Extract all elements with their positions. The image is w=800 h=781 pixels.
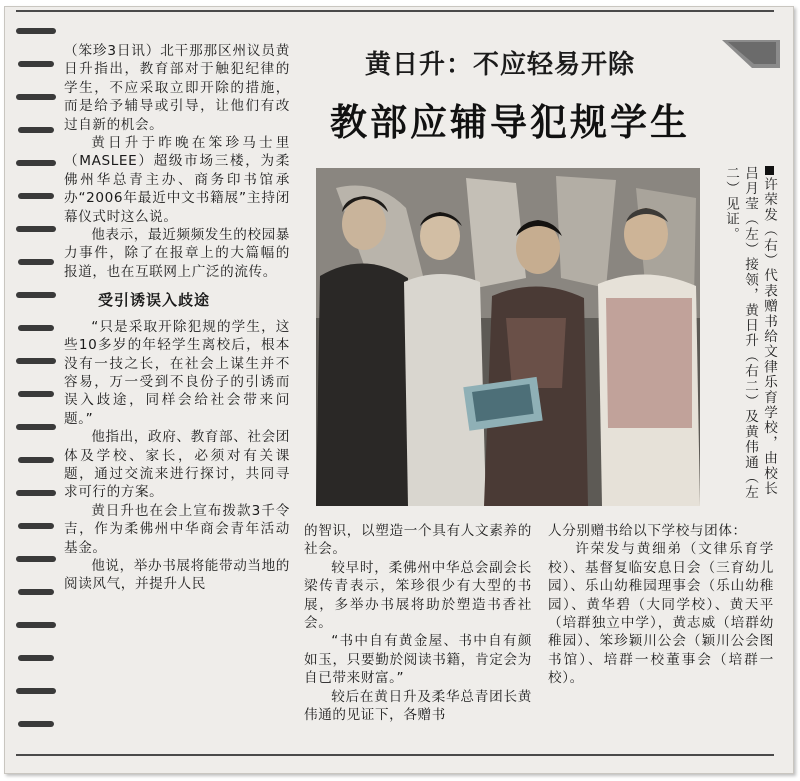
binding-mark — [18, 457, 54, 463]
binding-mark — [18, 127, 54, 133]
paragraph: “书中自有黄金屋、书中自有颜如玉，只要勤於阅读书籍，肯定会为自已带来财富。” — [304, 633, 532, 687]
photo-caption — [708, 166, 778, 510]
binding-mark — [16, 490, 56, 496]
binding-marks — [16, 14, 56, 754]
binding-mark — [18, 655, 54, 661]
binding-mark — [16, 94, 56, 100]
binding-mark — [16, 556, 56, 562]
paragraph: （笨珍3日讯）北干那那区州议员黄日升指出，教育部对于触犯纪律的学生，不应采取立即开除的措施，而是给予辅导或引导，让他们有改过自新的机会。 — [64, 43, 290, 133]
corner-tab-icon — [722, 40, 780, 68]
binding-mark — [16, 226, 56, 232]
caption-text: 许荣发（右）代表赠书给文律乐育学校，由校长吕月莹（左）接领，黄日升（右二）及黄伟通（左二）见证。 — [723, 166, 777, 501]
paragraph: 黄日升也在会上宣布拨款3千令吉，作为柔佛州中华商会青年活动基金。 — [64, 502, 290, 556]
paragraph: 他说，举办书展将能带动当地的阅读风气，并提升人民 — [64, 557, 290, 593]
paragraph: 他指出，政府、教育部、社会团体及学校、家长，必须对有关课题，通过交流来进行探讨，共同寻求可行的方案。 — [64, 429, 290, 501]
top-rule — [16, 10, 774, 12]
article-column-1 — [64, 42, 290, 594]
binding-mark — [16, 424, 56, 430]
binding-mark — [18, 391, 54, 397]
binding-mark — [18, 721, 54, 727]
paragraph: 人分别赠书给以下学校与团体： — [548, 523, 747, 539]
binding-mark — [16, 622, 56, 628]
paragraph: 较后在黄日升及柔华总青团长黄伟通的见证下，各赠书 — [304, 688, 532, 724]
binding-mark — [18, 523, 54, 529]
binding-mark — [16, 28, 56, 34]
article-headline: 教部应辅导犯规学生 — [330, 101, 690, 144]
binding-mark — [18, 61, 54, 67]
paragraph: 黄日升于昨晚在笨珍马士里（MASLEE）超级市场三楼，为柔佛州华总青主办、商务印书馆承办“2006年最近中文书籍展”主持闭幕仪式时这么说。 — [64, 135, 290, 225]
binding-mark — [18, 193, 54, 199]
binding-mark — [18, 589, 54, 595]
people-photo-icon — [316, 168, 700, 506]
paragraph: “只是采取开除犯规的学生，这些10多岁的年轻学生离校后，根本没有一技之长，在社会上谋生并不容易，万一受到不良份子的引诱而误入歧途，同样会给社会带来问题。” — [64, 318, 290, 427]
binding-mark — [18, 325, 54, 331]
paragraph: 许荣发与黄细弟（文律乐育学校）、基督复临安息日会（三育幼儿园）、乐山幼稚园理事会（乐山幼稚园）、黄华碧（大同学校）、黄天平（培群独立中学），黄志威（培群幼稚园）、笨珍颖川公会（颖川公会图书馆）、培群一校董事会（培群一校）。 — [548, 541, 774, 687]
binding-mark — [18, 259, 54, 265]
binding-mark — [16, 688, 56, 694]
paragraph: 的智识，以塑造一个具有人文素养的社会。 — [304, 523, 532, 558]
binding-mark — [16, 160, 56, 166]
paragraph: 他表示，最近频频发生的校园暴力事件，除了在报章上的大篇幅的报道，也在互联网上广泛的流传。 — [64, 227, 290, 280]
article-column-3 — [548, 522, 774, 688]
bottom-rule — [16, 754, 774, 756]
article-kicker: 黄日升：不应轻易开除 — [365, 50, 636, 80]
binding-mark — [16, 358, 56, 364]
article-column-2 — [304, 522, 532, 724]
caption-marker-icon — [765, 166, 774, 175]
binding-mark — [16, 292, 56, 298]
article-subheading: 受引诱误入歧途 — [98, 291, 211, 310]
paragraph: 较早时，柔佛州中华总会副会长梁传青表示，笨珍很少有大型的书展，多举办书展将助於塑造书香社会。 — [304, 559, 532, 632]
